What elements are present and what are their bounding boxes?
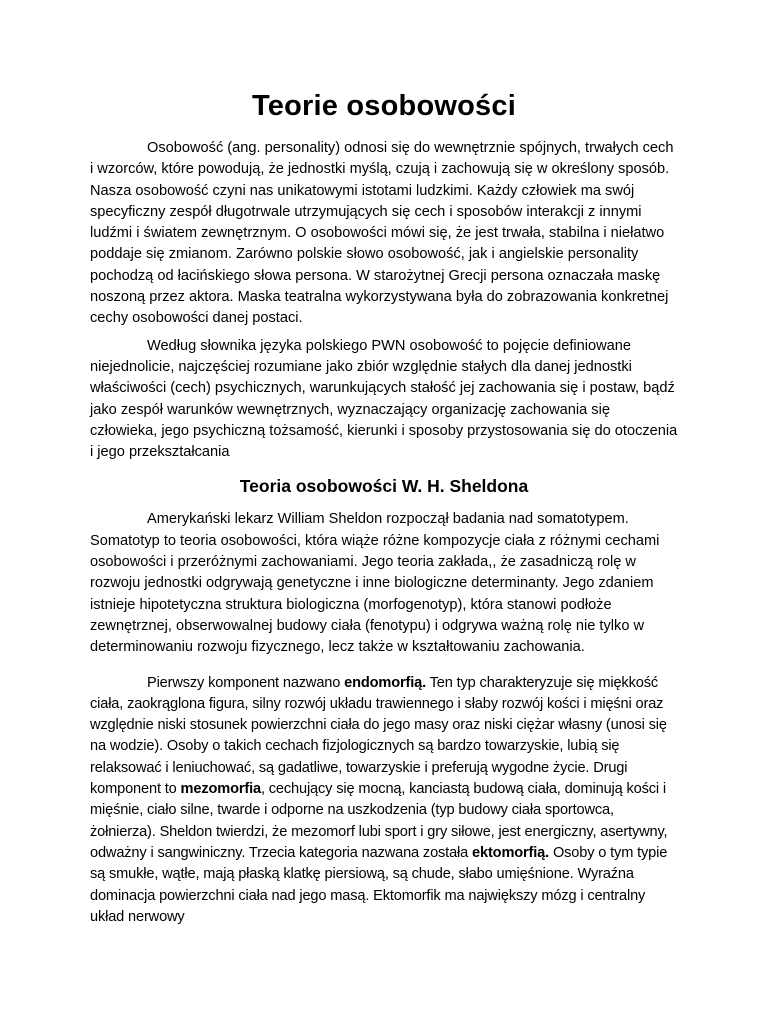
paragraph-pwn-definition: Według słownika języka polskiego PWN osobowość to pojęcie definiowane niejednolicie, najczęściej rozumiane jako zbiór względnie stałych dla danej jednostki właściwości (cech) psychicznych, warunkujących stałość jej zachowania się i postaw, bądź jako zespół warunków wewnętrznych, wyznaczający organizację zachowania się człowieka, jego psychiczną tożsamość, kierunki i sposoby przystosowania się do otoczenia i jego przekształcania: [90, 337, 678, 461]
term-ectomorphy: ektomorfią.: [472, 844, 550, 861]
text-segment: Osoby o tym typie są smukłe, wątłe, mają płaską klatkę piersiową, są chude, słabo umięśnione. Wyraźna dominacja powierzchni ciała nad jego masą. Ektomorfik ma największy mózg i centralny układ nerwowy: [90, 844, 668, 925]
paragraph-somatotypes: [90, 673, 678, 929]
text-segment: , cechujący się mocną, kanciastą budową ciała, dominują kości i mięśnie, ciało silne, twarde i odporne na uszkodzenia (typ budowy ciała sportowca, żołnierza). Sheldon twierdzi, że mezomorf lubi sport i gry siłowe, jest energiczny, asertywny, odważny i sangwiniczny. Trzecia kategoria nazwana została: [90, 781, 668, 861]
document-title: Teorie osobowości: [252, 90, 516, 122]
paragraph-definition: Osobowość (ang. personality) odnosi się do wewnętrznie spójnych, trwałych cech i wzorców, które powodują, że jednostki myślą, czują i zachowują się w określony sposób. Nasza osobowość czyni nas unikatowymi istotami ludzkimi. Każdy człowiek ma swój specyficzny zespół długotrwale utrzymujących się cech i sposobów interakcji z innymi ludźmi i światem zewnętrznym. O osobowości mówi się, że jest trwała, stabilna i niełatwo poddaje się zmianom. Zarówno polskie słowo osobowość, jak i angielskie personality pochodzą od łacińskiego słowa persona. W starożytnej Grecji persona oznaczała maskę noszoną przez aktora. Maska teatralna wykorzystywana była do zobrazowania konkretnej cechy osobowości danej postaci.: [90, 140, 674, 327]
text-segment: Ten typ charakteryzuje się miękkość ciała, zaokrąglona figura, silny rozwój układu trawiennego i słaby rozwój kości i mięśni oraz względnie niski stosunek powierzchni ciała do jego masy oraz niski ciężar własny (unosi się na wodzie). Osoby o takich cechach fizjologicznych są bardzo towarzyskie, lubią się relaksować i leniuchować, są gadatliwe, towarzyskie i preferują wygodne życie. Drugi komponent to: [90, 674, 667, 798]
term-endomorphy: endomorfią.: [344, 674, 426, 691]
section-heading: Teoria osobowości W. H. Sheldona: [239, 476, 529, 497]
text-segment: Pierwszy komponent nazwano: [147, 674, 345, 691]
paragraph-spacer: [90, 665, 678, 673]
term-mesomorphy: mezomorfia: [180, 781, 261, 798]
paragraph-sheldon-intro: Amerykański lekarz William Sheldon rozpoczął badania nad somatotypem. Somatotyp to teoria osobowości, która wiąże różne kompozycje ciała z różnymi cechami osobowości i przeróżnymi zachowaniami. Jego teoria zakłada,, że zasadniczą rolę w rozwoju jednostki odgrywają genetyczne i inne biologiczne determinanty. Jego zdaniem istnieje hipotetyczna struktura biologiczna (morfogenotyp), która stanowi podłoże zewnętrznej, obserwowalnej budowy ciała (fenotypu) i odgrywa ważną rolę nie tylko w determinowaniu rozwoju fizycznego, lecz także w kształtowaniu zachowania.: [90, 511, 660, 656]
